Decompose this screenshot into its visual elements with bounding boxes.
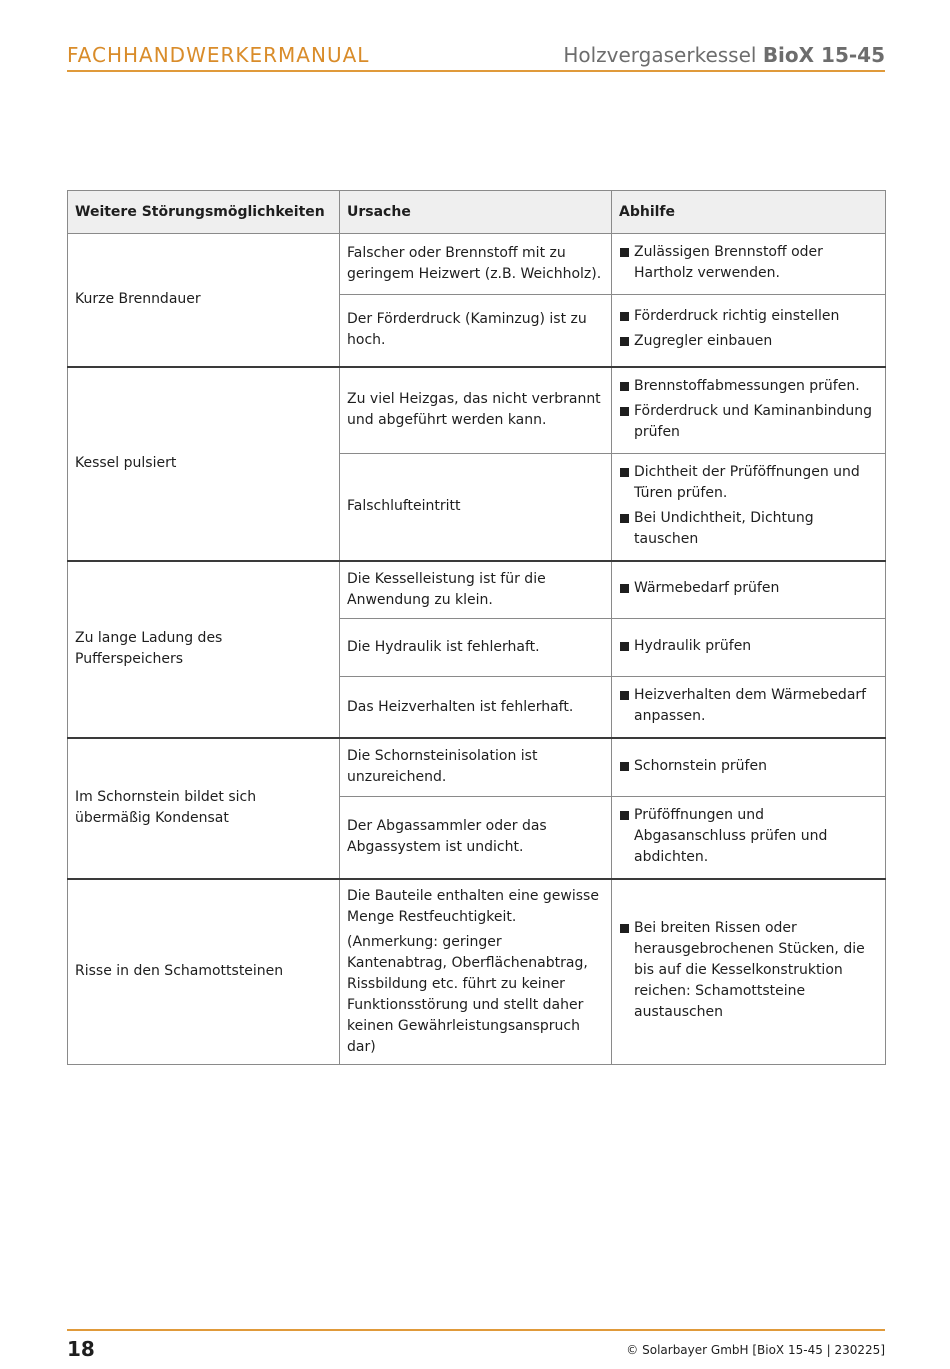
remedy-cell	[612, 796, 886, 879]
problem-cell: Im Schornstein bildet sich übermäßig Kondensat	[68, 738, 340, 879]
remedy-bullet-item: Heizverhalten dem Wärmebedarf anpassen.	[619, 685, 878, 727]
cause-text: Falschlufteintritt	[347, 498, 461, 514]
problem-cell: Zu lange Ladung des Pufferspeichers	[68, 561, 340, 739]
cause-text: Der Abgassammler oder das Abgassystem ist undicht.	[347, 818, 547, 855]
problem-cell: Kessel pulsiert	[68, 367, 340, 561]
table-row	[68, 367, 886, 454]
product-prefix: Holzvergaserkessel	[563, 43, 757, 67]
remedy-cell	[612, 561, 886, 619]
cause-text: Die Bauteile enthalten eine gewisse Menge Restfeuchtigkeit.	[347, 887, 599, 925]
remedy-cell	[612, 619, 886, 677]
cause-text: Zu viel Heizgas, das nicht verbrannt und abgeführt werden kann.	[347, 391, 601, 428]
cause-text: Der Förderdruck (Kaminzug) ist zu hoch.	[347, 311, 587, 349]
page-header	[67, 42, 885, 72]
remedy-bullet-item: Schornstein prüfen	[619, 756, 878, 777]
page-footer	[67, 1329, 885, 1365]
column-header-remedy: Abhilfe	[612, 191, 886, 234]
fault-table	[67, 190, 886, 1065]
cause-cell	[340, 561, 612, 619]
remedy-bullet-item: Hydraulik prüfen	[619, 636, 878, 657]
cause-cell	[340, 295, 612, 367]
table-header-row	[68, 191, 886, 234]
column-header-problem: Weitere Störungsmöglichkeiten	[68, 191, 340, 234]
cause-cell	[340, 367, 612, 454]
cause-cell	[340, 796, 612, 879]
table-row	[68, 738, 886, 796]
cause-cell	[340, 677, 612, 739]
cause-cell	[340, 234, 612, 295]
problem-cell: Risse in den Schamottsteinen	[68, 879, 340, 1065]
cause-text: Die Schornsteinisolation ist unzureichend.	[347, 748, 538, 786]
cause-text: Die Kesselleistung ist für die Anwendung zu klein.	[347, 570, 546, 608]
remedy-bullet-item: Förderdruck und Kaminanbindung prüfen	[619, 401, 878, 443]
remedy-bullet-item: Brennstoffabmessungen prüfen.	[619, 376, 878, 397]
remedy-bullet-item: Bei breiten Rissen oder herausgebrochenen Stücken, die bis auf die Kesselkonstruktion reichen: Schamottsteine austauschen	[619, 918, 878, 1023]
remedy-cell	[612, 453, 886, 561]
remedy-bullet-item: Wärmebedarf prüfen	[619, 578, 878, 599]
table-row	[68, 234, 886, 295]
cause-cell	[340, 619, 612, 677]
page-number: 18	[67, 1337, 95, 1361]
cause-cell	[340, 738, 612, 796]
remedy-cell	[612, 738, 886, 796]
cause-cell	[340, 453, 612, 561]
cause-text: Falscher oder Brennstoff mit zu geringem Heizwert (z.B. Weichholz).	[347, 245, 602, 282]
remedy-bullet-item: Zugregler einbauen	[619, 331, 878, 352]
remedy-cell	[612, 879, 886, 1065]
remedy-bullet-item: Förderdruck richtig einstellen	[619, 306, 878, 327]
remedy-cell	[612, 367, 886, 454]
table-row	[68, 879, 886, 1065]
cause-text: (Anmerkung: geringer Kantenabtrag, Oberflächenabtrag, Rissbildung etc. führt zu keiner Funktionsstörung und stellt daher keinen Gewährleistungsanspruch dar)	[347, 933, 588, 1055]
section-title: FACHHANDWERKERMANUAL	[67, 43, 370, 67]
problem-cell: Kurze Brenndauer	[68, 234, 340, 367]
table-row	[68, 561, 886, 619]
cause-cell	[340, 879, 612, 1065]
remedy-bullet-item: Dichtheit der Prüföffnungen und Türen prüfen.	[619, 462, 878, 504]
remedy-cell	[612, 295, 886, 367]
remedy-bullet-item: Bei Undichtheit, Dichtung tauschen	[619, 508, 878, 550]
cause-text: Die Hydraulik ist fehlerhaft.	[347, 639, 540, 655]
table-body	[68, 234, 886, 1065]
product-title	[563, 43, 885, 67]
product-model: BioX 15-45	[762, 43, 885, 67]
remedy-cell	[612, 677, 886, 739]
remedy-bullet-item: Zulässigen Brennstoff oder Hartholz verwenden.	[619, 242, 878, 284]
remedy-bullet-item: Prüföffnungen und Abgasanschluss prüfen und abdichten.	[619, 805, 878, 868]
copyright-notice: © Solarbayer GmbH [BioX 15-45 | 230225]	[626, 1343, 885, 1357]
remedy-cell	[612, 234, 886, 295]
cause-text: Das Heizverhalten ist fehlerhaft.	[347, 698, 574, 715]
column-header-cause: Ursache	[340, 191, 612, 234]
